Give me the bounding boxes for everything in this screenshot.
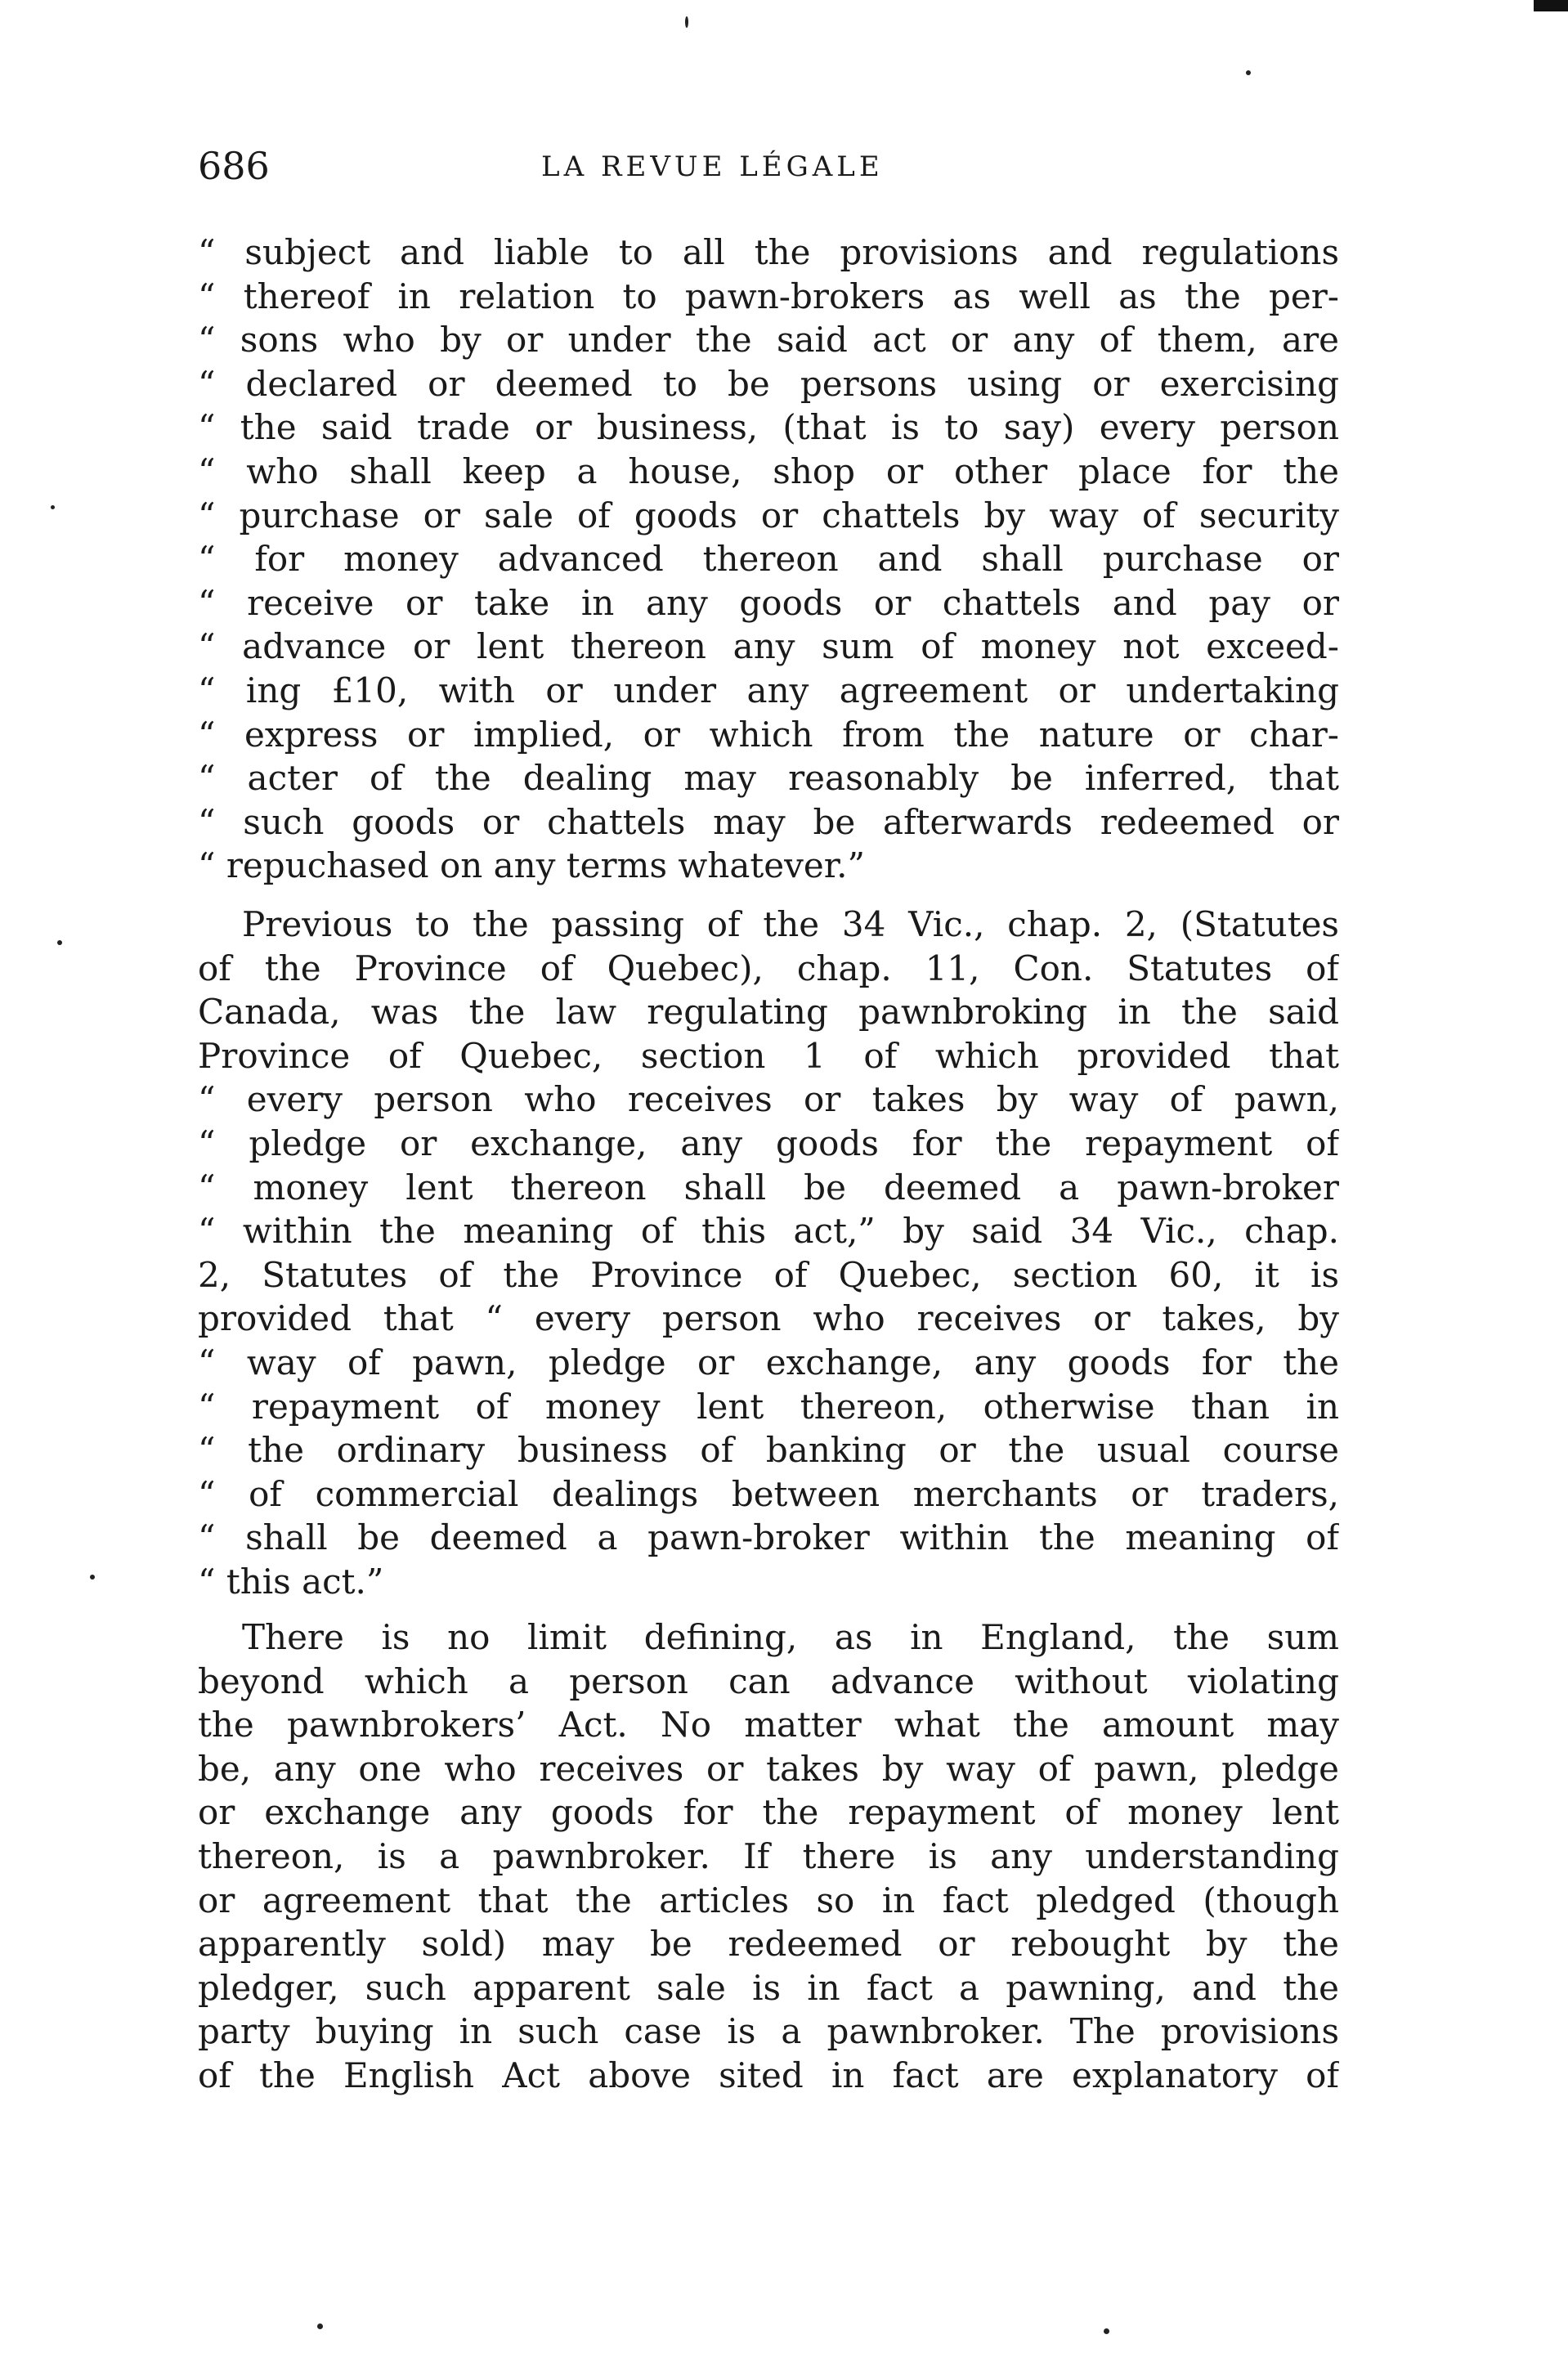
paragraph-line: or agreement that the articles so in fact pledged (though	[198, 1880, 1339, 1920]
scan-speck	[1104, 2328, 1109, 2334]
page-header	[198, 144, 1342, 201]
quote-line: “ purchase or sale of goods or chattels by way of security	[198, 495, 1339, 535]
paragraph-line: of the English Act above sited in fact are explanatory of	[198, 2055, 1339, 2095]
quote-line: “ advance or lent thereon any sum of money not exceed-	[198, 626, 1339, 667]
paragraph-line: “ this act.”	[198, 1561, 384, 1602]
paragraph-line: Province of Quebec, section 1 of which provided that	[198, 1035, 1339, 1076]
quote-line: “ declared or deemed to be persons using or exercising	[198, 363, 1339, 404]
scan-speck	[51, 505, 55, 509]
paragraph-line: “ repayment of money lent thereon, otherwise than in	[198, 1386, 1339, 1427]
paragraph-line: pledger, such apparent sale is in fact a pawning, and the	[198, 1967, 1339, 2008]
paragraph-line: “ shall be deemed a pawn-broker within the meaning of	[198, 1517, 1339, 1558]
quote-line: “ thereof in relation to pawn-brokers as well as the per-	[198, 276, 1339, 316]
quote-line: “ express or implied, or which from the nature or char-	[198, 714, 1339, 755]
scan-speck	[685, 16, 688, 28]
scan-speck	[90, 1575, 95, 1580]
quote-line: “ for money advanced thereon and shall purchase or	[198, 539, 1339, 580]
paragraph-line: “ the ordinary business of banking or the usual course	[198, 1430, 1339, 1471]
quote-line: “ receive or take in any goods or chattels and pay or	[198, 582, 1339, 623]
scan-speck	[1246, 70, 1251, 75]
quote-line: “ such goods or chattels may be afterwards redeemed or	[198, 801, 1339, 842]
quote-line: “ acter of the dealing may reasonably be inferred, that	[198, 758, 1339, 799]
paragraph-line: apparently sold) may be redeemed or rebought by the	[198, 1924, 1339, 1965]
paragraph-line: “ money lent thereon shall be deemed a pawn-broker	[198, 1167, 1339, 1208]
quote-line: “ sons who by or under the said act or any of them, are	[198, 320, 1339, 361]
paragraph-line: Previous to the passing of the 34 Vic., chap. 2, (Statutes	[242, 904, 1339, 944]
paragraph-line: beyond which a person can advance without violating	[198, 1660, 1339, 1701]
paragraph-line: “ of commercial dealings between merchants or traders,	[198, 1473, 1339, 1514]
quote-line: “ repuchased on any terms whatever.”	[198, 845, 865, 886]
quote-line: “ subject and liable to all the provisions and regulations	[198, 232, 1339, 272]
paragraph-line: “ pledge or exchange, any goods for the repayment of	[198, 1123, 1339, 1163]
paragraph-line: Canada, was the law regulating pawnbroking in the said	[198, 992, 1339, 1033]
quote-line: “ who shall keep a house, shop or other place for the	[198, 450, 1339, 491]
quote-line: “ ing £10, with or under any agreement or undertaking	[198, 670, 1339, 710]
scan-speck	[57, 940, 62, 945]
paragraph-line: thereon, is a pawnbroker. If there is any understanding	[198, 1835, 1339, 1876]
paragraph-line: or exchange any goods for the repayment of money lent	[198, 1792, 1339, 1833]
paragraph-line: “ within the meaning of this act,” by said 34 Vic., chap.	[198, 1211, 1339, 1252]
paragraph-line: be, any one who receives or takes by way of pawn, pledge	[198, 1748, 1339, 1789]
quote-line: “ the said trade or business, (that is to say) every person	[198, 407, 1339, 448]
running-title: LA REVUE LÉGALE	[541, 150, 884, 183]
paragraph-line: 2, Statutes of the Province of Quebec, section 60, it is	[198, 1254, 1339, 1295]
paragraph-no-limit	[198, 1615, 1339, 2098]
edge-mark	[1534, 0, 1568, 11]
paragraph-line: There is no limit defining, as in England, the sum	[242, 1617, 1339, 1657]
paragraph-line: “ way of pawn, pledge or exchange, any goods for the	[198, 1342, 1339, 1382]
scan-speck	[317, 2323, 323, 2329]
paragraph-previous-to-passing	[198, 903, 1339, 1604]
paragraph-line: the pawnbrokers’ Act. No matter what the amount may	[198, 1705, 1339, 1745]
paragraph-line: provided that “ every person who receives or takes, by	[198, 1298, 1339, 1339]
paragraph-line: of the Province of Quebec), chap. 11, Con. Statutes of	[198, 948, 1339, 988]
quoted-statute-block	[198, 231, 1339, 888]
paragraph-line: “ every person who receives or takes by way of pawn,	[198, 1079, 1339, 1120]
page-number: 686	[198, 144, 270, 188]
paragraph-line: party buying in such case is a pawnbroker. The provisions	[198, 2011, 1339, 2052]
